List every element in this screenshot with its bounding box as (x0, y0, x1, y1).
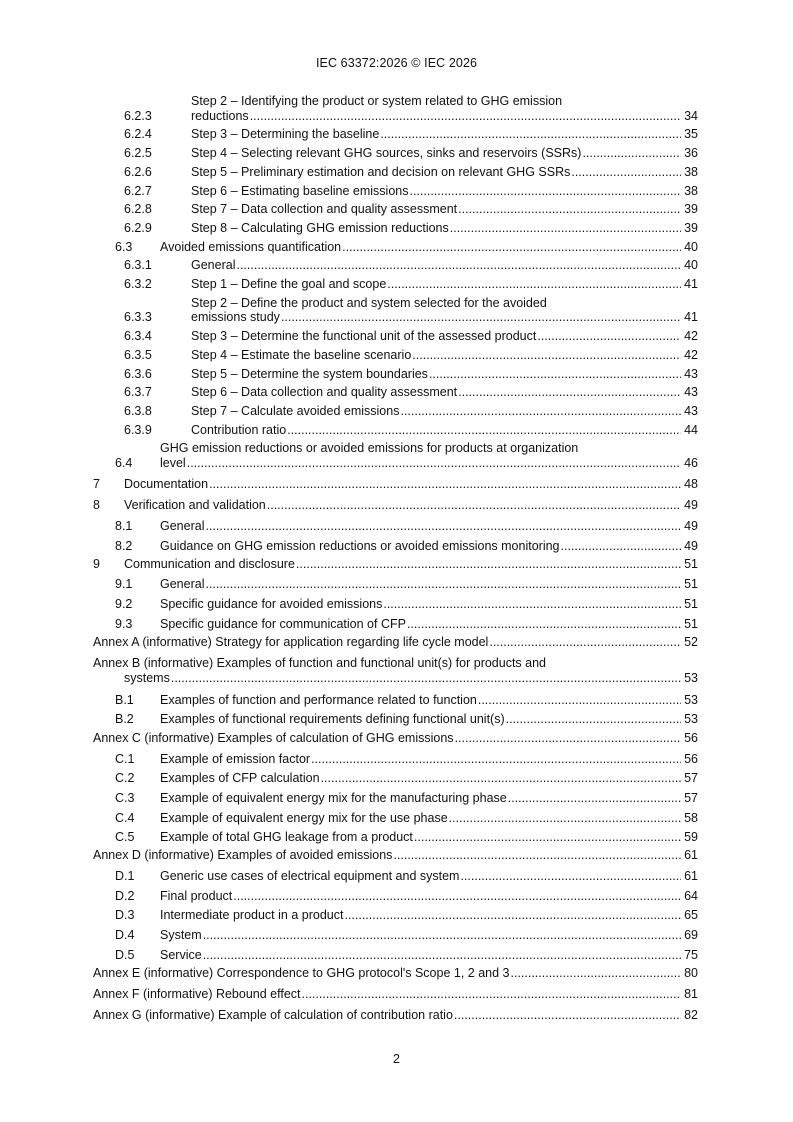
toc-entry[interactable] (93, 928, 698, 943)
toc-entry-number: B.1 (115, 692, 134, 707)
toc-entry-title: Communication and disclosure (124, 556, 295, 571)
toc-entry-number: 6.2.3 (124, 108, 152, 123)
toc-entry-page: 40 (684, 239, 698, 254)
dot-leader (280, 310, 681, 325)
page-number: 2 (393, 1052, 400, 1066)
toc-entry-title: Step 1 – Define the goal and scope (191, 277, 387, 292)
toc-entry-page: 80 (684, 966, 698, 981)
toc-entry-page: 56 (684, 730, 698, 745)
toc-entry-page: 52 (684, 635, 698, 650)
toc-entry-title: Guidance on GHG emission reductions or avoided emissions monitoring (160, 538, 560, 553)
toc-entry-number: 6.3.1 (124, 258, 152, 273)
toc-entry[interactable] (93, 258, 698, 273)
toc-entry-title-first-line: Annex B (informative) Examples of function and functional unit(s) for products and (93, 656, 547, 671)
toc-entry-number: 8 (93, 498, 100, 513)
toc-entry-title: systems (124, 670, 170, 685)
dot-leader (408, 184, 681, 199)
toc-entry-title: reductions (191, 108, 249, 123)
toc-entry-number: D.3 (115, 908, 135, 923)
toc-entry-page: 58 (684, 810, 698, 825)
dot-leader (286, 423, 681, 438)
toc-entry[interactable] (93, 869, 698, 884)
toc-entry[interactable] (93, 635, 698, 650)
toc-entry-number: D.4 (115, 927, 135, 942)
toc-entry-title: Specific guidance for communication of CFP (160, 616, 406, 631)
toc-entry-number: D.5 (115, 947, 135, 962)
toc-entry[interactable] (93, 441, 698, 470)
toc-entry[interactable] (93, 597, 698, 612)
dot-leader (186, 456, 681, 471)
toc-entry-page: 53 (684, 670, 698, 685)
toc-entry-page: 49 (684, 519, 698, 534)
toc-entry[interactable] (93, 966, 698, 981)
toc-entry-number: 9.3 (115, 616, 133, 631)
toc-entry[interactable] (93, 1008, 698, 1023)
dot-leader (202, 928, 681, 943)
toc-entry[interactable] (93, 771, 698, 786)
dot-leader (457, 202, 681, 217)
table-of-contents (93, 94, 698, 1022)
dot-leader (454, 731, 681, 746)
dot-leader (581, 146, 681, 161)
dot-leader (341, 240, 681, 255)
toc-entry-page: 34 (684, 108, 698, 123)
toc-entry-title: Generic use cases of electrical equipment and system (160, 868, 460, 883)
toc-entry-title: General (191, 258, 236, 273)
toc-entry[interactable] (93, 477, 698, 492)
toc-entry-page: 51 (684, 596, 698, 611)
toc-entry[interactable] (93, 165, 698, 180)
toc-entry-page: 46 (684, 456, 698, 471)
toc-entry-title: Annex E (informative) Correspondence to GHG protocol's Scope 1, 2 and 3 (93, 966, 510, 981)
toc-entry-number: C.4 (115, 810, 135, 825)
toc-entry-page: 82 (684, 1007, 698, 1022)
toc-entry-page: 51 (684, 577, 698, 592)
toc-entry-page: 53 (684, 712, 698, 727)
toc-entry-page: 56 (684, 751, 698, 766)
toc-entry-number: C.2 (115, 771, 135, 786)
toc-entry-number: 6.3.6 (124, 366, 152, 381)
dot-leader (235, 258, 681, 273)
dot-leader (379, 127, 681, 142)
toc-entry-page: 61 (684, 868, 698, 883)
toc-entry-page: 81 (684, 987, 698, 1002)
toc-entry-number: 7 (93, 476, 100, 491)
toc-entry-title: Example of equivalent energy mix for the use phase (160, 810, 448, 825)
toc-entry-page: 41 (684, 310, 698, 325)
dot-leader (232, 889, 681, 904)
toc-entry-number: 6.3.7 (124, 385, 152, 400)
toc-entry[interactable] (93, 296, 698, 325)
toc-entry-number: 6.3.4 (124, 329, 152, 344)
dot-leader (386, 277, 681, 292)
toc-entry-title: General (160, 577, 205, 592)
toc-entry-page: 44 (684, 422, 698, 437)
dot-leader (295, 557, 681, 572)
toc-entry-page: 49 (684, 498, 698, 513)
toc-entry-title: Annex G (informative) Example of calculation of contribution ratio (93, 1007, 453, 1022)
dot-leader (453, 1008, 681, 1023)
toc-entry-page: 49 (684, 538, 698, 553)
toc-entry-number: C.5 (115, 830, 135, 845)
toc-entry[interactable] (93, 577, 698, 592)
toc-entry[interactable] (93, 712, 698, 727)
toc-entry-page: 65 (684, 908, 698, 923)
toc-entry-number: 9.1 (115, 577, 133, 592)
toc-entry-number: 6.2.9 (124, 220, 152, 235)
toc-entry-title-first-line: Step 2 – Define the product and system selected for the avoided (191, 295, 547, 310)
toc-entry[interactable] (93, 94, 698, 123)
dot-leader (310, 752, 681, 767)
toc-entry-number: D.2 (115, 888, 135, 903)
dot-leader (448, 811, 681, 826)
toc-entry-title: Step 4 – Estimate the baseline scenario (191, 347, 412, 362)
toc-entry-page: 42 (684, 347, 698, 362)
toc-entry-number: B.2 (115, 712, 134, 727)
dot-leader (536, 329, 681, 344)
toc-entry[interactable] (93, 557, 698, 572)
toc-entry-title: Examples of CFP calculation (160, 771, 320, 786)
toc-entry-title: Example of emission factor (160, 751, 311, 766)
toc-entry-title: Documentation (124, 476, 209, 491)
dot-leader (505, 712, 681, 727)
toc-entry-page: 43 (684, 385, 698, 400)
dot-leader (320, 771, 681, 786)
dot-leader (459, 869, 681, 884)
toc-entry-title: Step 6 – Estimating baseline emissions (191, 183, 409, 198)
dot-leader (560, 539, 682, 554)
toc-entry-title: Annex C (informative) Examples of calculation of GHG emissions (93, 730, 454, 745)
toc-entry-number: 6.4 (115, 456, 133, 471)
toc-entry[interactable] (93, 731, 698, 746)
toc-entry-title: level (160, 456, 186, 471)
toc-entry-title: Intermediate product in a product (160, 908, 344, 923)
toc-entry[interactable] (93, 908, 698, 923)
toc-entry[interactable] (93, 146, 698, 161)
toc-entry-title-first-line: GHG emission reductions or avoided emissions for products at organization (160, 441, 579, 456)
toc-entry-title: System (160, 927, 202, 942)
toc-entry[interactable] (93, 656, 698, 685)
toc-entry[interactable] (93, 752, 698, 767)
toc-entry-page: 51 (684, 556, 698, 571)
dot-leader (413, 830, 681, 845)
dot-leader (301, 987, 681, 1002)
toc-entry-number: 6.2.4 (124, 127, 152, 142)
toc-entry-number: 6.3.2 (124, 277, 152, 292)
dot-leader (488, 635, 681, 650)
dot-leader (249, 109, 681, 124)
toc-entry-page: 53 (684, 692, 698, 707)
page-header: IEC 63372:2026 © IEC 2026 (315, 56, 478, 70)
dot-leader (449, 221, 681, 236)
toc-entry[interactable] (93, 385, 698, 400)
toc-entry-page: 57 (684, 771, 698, 786)
dot-leader (399, 404, 681, 419)
toc-entry-number: 6.2.5 (124, 146, 152, 161)
toc-entry-number: 8.2 (115, 538, 133, 553)
toc-entry[interactable] (93, 693, 698, 708)
toc-entry-title: Example of equivalent energy mix for the manufacturing phase (160, 791, 507, 806)
toc-entry[interactable] (93, 889, 698, 904)
toc-entry-title: Contribution ratio (191, 422, 287, 437)
dot-leader (457, 385, 681, 400)
toc-entry-title: Step 5 – Preliminary estimation and decision on relevant GHG SSRs (191, 164, 571, 179)
dot-leader (477, 693, 681, 708)
toc-entry-page: 57 (684, 791, 698, 806)
toc-entry[interactable] (93, 329, 698, 344)
toc-entry[interactable] (93, 811, 698, 826)
toc-entry-page: 51 (684, 616, 698, 631)
toc-entry-page: 38 (684, 183, 698, 198)
toc-entry-page: 43 (684, 366, 698, 381)
toc-entry[interactable] (93, 348, 698, 363)
dot-leader (570, 165, 681, 180)
toc-entry-title: Verification and validation (124, 498, 266, 513)
toc-entry[interactable] (93, 848, 698, 863)
toc-entry[interactable] (93, 277, 698, 292)
toc-entry[interactable] (93, 498, 698, 513)
toc-entry-number: 6.3 (115, 239, 133, 254)
toc-entry[interactable] (93, 221, 698, 236)
toc-entry-page: 35 (684, 127, 698, 142)
toc-entry-page: 39 (684, 220, 698, 235)
dot-leader (507, 791, 681, 806)
toc-entry-title: emissions study (191, 310, 280, 325)
toc-entry-number: 8.1 (115, 519, 133, 534)
toc-entry-page: 43 (684, 403, 698, 418)
toc-entry[interactable] (93, 791, 698, 806)
toc-entry[interactable] (93, 184, 698, 199)
toc-entry-title: Final product (160, 888, 233, 903)
dot-leader (204, 577, 681, 592)
toc-entry[interactable] (93, 423, 698, 438)
toc-entry-page: 42 (684, 329, 698, 344)
toc-entry-title: Avoided emissions quantification (160, 239, 342, 254)
toc-entry[interactable] (93, 539, 698, 554)
toc-entry[interactable] (93, 404, 698, 419)
toc-entry-page: 69 (684, 927, 698, 942)
dot-leader (382, 597, 681, 612)
toc-entry-title: Step 8 – Calculating GHG emission reductions (191, 220, 449, 235)
toc-entry-page: 61 (684, 848, 698, 863)
dot-leader (343, 908, 681, 923)
toc-entry-title: Step 3 – Determining the baseline (191, 127, 380, 142)
toc-entry-number: 6.3.8 (124, 403, 152, 418)
toc-entry-title: Step 7 – Calculate avoided emissions (191, 403, 400, 418)
toc-entry[interactable] (93, 240, 698, 255)
dot-leader (428, 367, 681, 382)
toc-entry-title: Example of total GHG leakage from a product (160, 830, 413, 845)
toc-entry-title: Annex D (informative) Examples of avoided emissions (93, 848, 393, 863)
toc-entry-title: Examples of function and performance related to function (160, 692, 477, 707)
toc-entry-page: 41 (684, 277, 698, 292)
dot-leader (406, 617, 681, 632)
toc-entry[interactable] (93, 367, 698, 382)
toc-entry-page: 40 (684, 258, 698, 273)
toc-entry-title: Step 6 – Data collection and quality assessment (191, 385, 458, 400)
toc-entry-number: 6.3.3 (124, 310, 152, 325)
toc-entry-page: 59 (684, 830, 698, 845)
toc-entry-number: 6.2.6 (124, 164, 152, 179)
toc-entry-title: Annex A (informative) Strategy for application regarding life cycle model (93, 635, 489, 650)
toc-entry-title: Step 5 – Determine the system boundaries (191, 366, 428, 381)
toc-entry-page: 48 (684, 476, 698, 491)
toc-entry-number: 9.2 (115, 596, 133, 611)
dot-leader (170, 671, 681, 686)
toc-entry[interactable] (93, 519, 698, 534)
toc-entry-page: 38 (684, 164, 698, 179)
toc-entry-page: 75 (684, 947, 698, 962)
toc-entry-page: 36 (684, 146, 698, 161)
toc-entry-title: Examples of functional requirements defining functional unit(s) (160, 712, 505, 727)
toc-entry-number: 6.3.5 (124, 347, 152, 362)
toc-entry-title: Step 7 – Data collection and quality assessment (191, 202, 458, 217)
toc-entry[interactable] (93, 617, 698, 632)
toc-entry[interactable] (93, 202, 698, 217)
toc-entry-number: D.1 (115, 868, 135, 883)
toc-entry-title: Step 3 – Determine the functional unit of the assessed product (191, 329, 537, 344)
toc-entry[interactable] (93, 830, 698, 845)
toc-entry-number: C.3 (115, 791, 135, 806)
toc-entry-title: General (160, 519, 205, 534)
toc-entry-number: 6.3.9 (124, 422, 152, 437)
dot-leader (510, 966, 682, 981)
toc-entry-number: 9 (93, 556, 100, 571)
toc-entry-title: Annex F (informative) Rebound effect (93, 987, 301, 1002)
toc-entry-title: Specific guidance for avoided emissions (160, 596, 383, 611)
toc-entry-title-first-line: Step 2 – Identifying the product or system related to GHG emission (191, 94, 563, 108)
toc-entry[interactable] (93, 987, 698, 1002)
toc-entry-number: 6.2.7 (124, 183, 152, 198)
dot-leader (392, 848, 681, 863)
toc-entry-title: Step 4 – Selecting relevant GHG sources, sinks and reservoirs (SSRs) (191, 146, 582, 161)
toc-entry[interactable] (93, 127, 698, 142)
toc-entry[interactable] (93, 948, 698, 963)
dot-leader (204, 519, 681, 534)
toc-entry-number: C.1 (115, 751, 135, 766)
dot-leader (266, 498, 681, 513)
toc-entry-page: 39 (684, 202, 698, 217)
dot-leader (202, 948, 681, 963)
dot-leader (411, 348, 681, 363)
dot-leader (208, 477, 681, 492)
toc-entry-page: 64 (684, 888, 698, 903)
toc-entry-title: Service (160, 947, 202, 962)
toc-entry-number: 6.2.8 (124, 202, 152, 217)
